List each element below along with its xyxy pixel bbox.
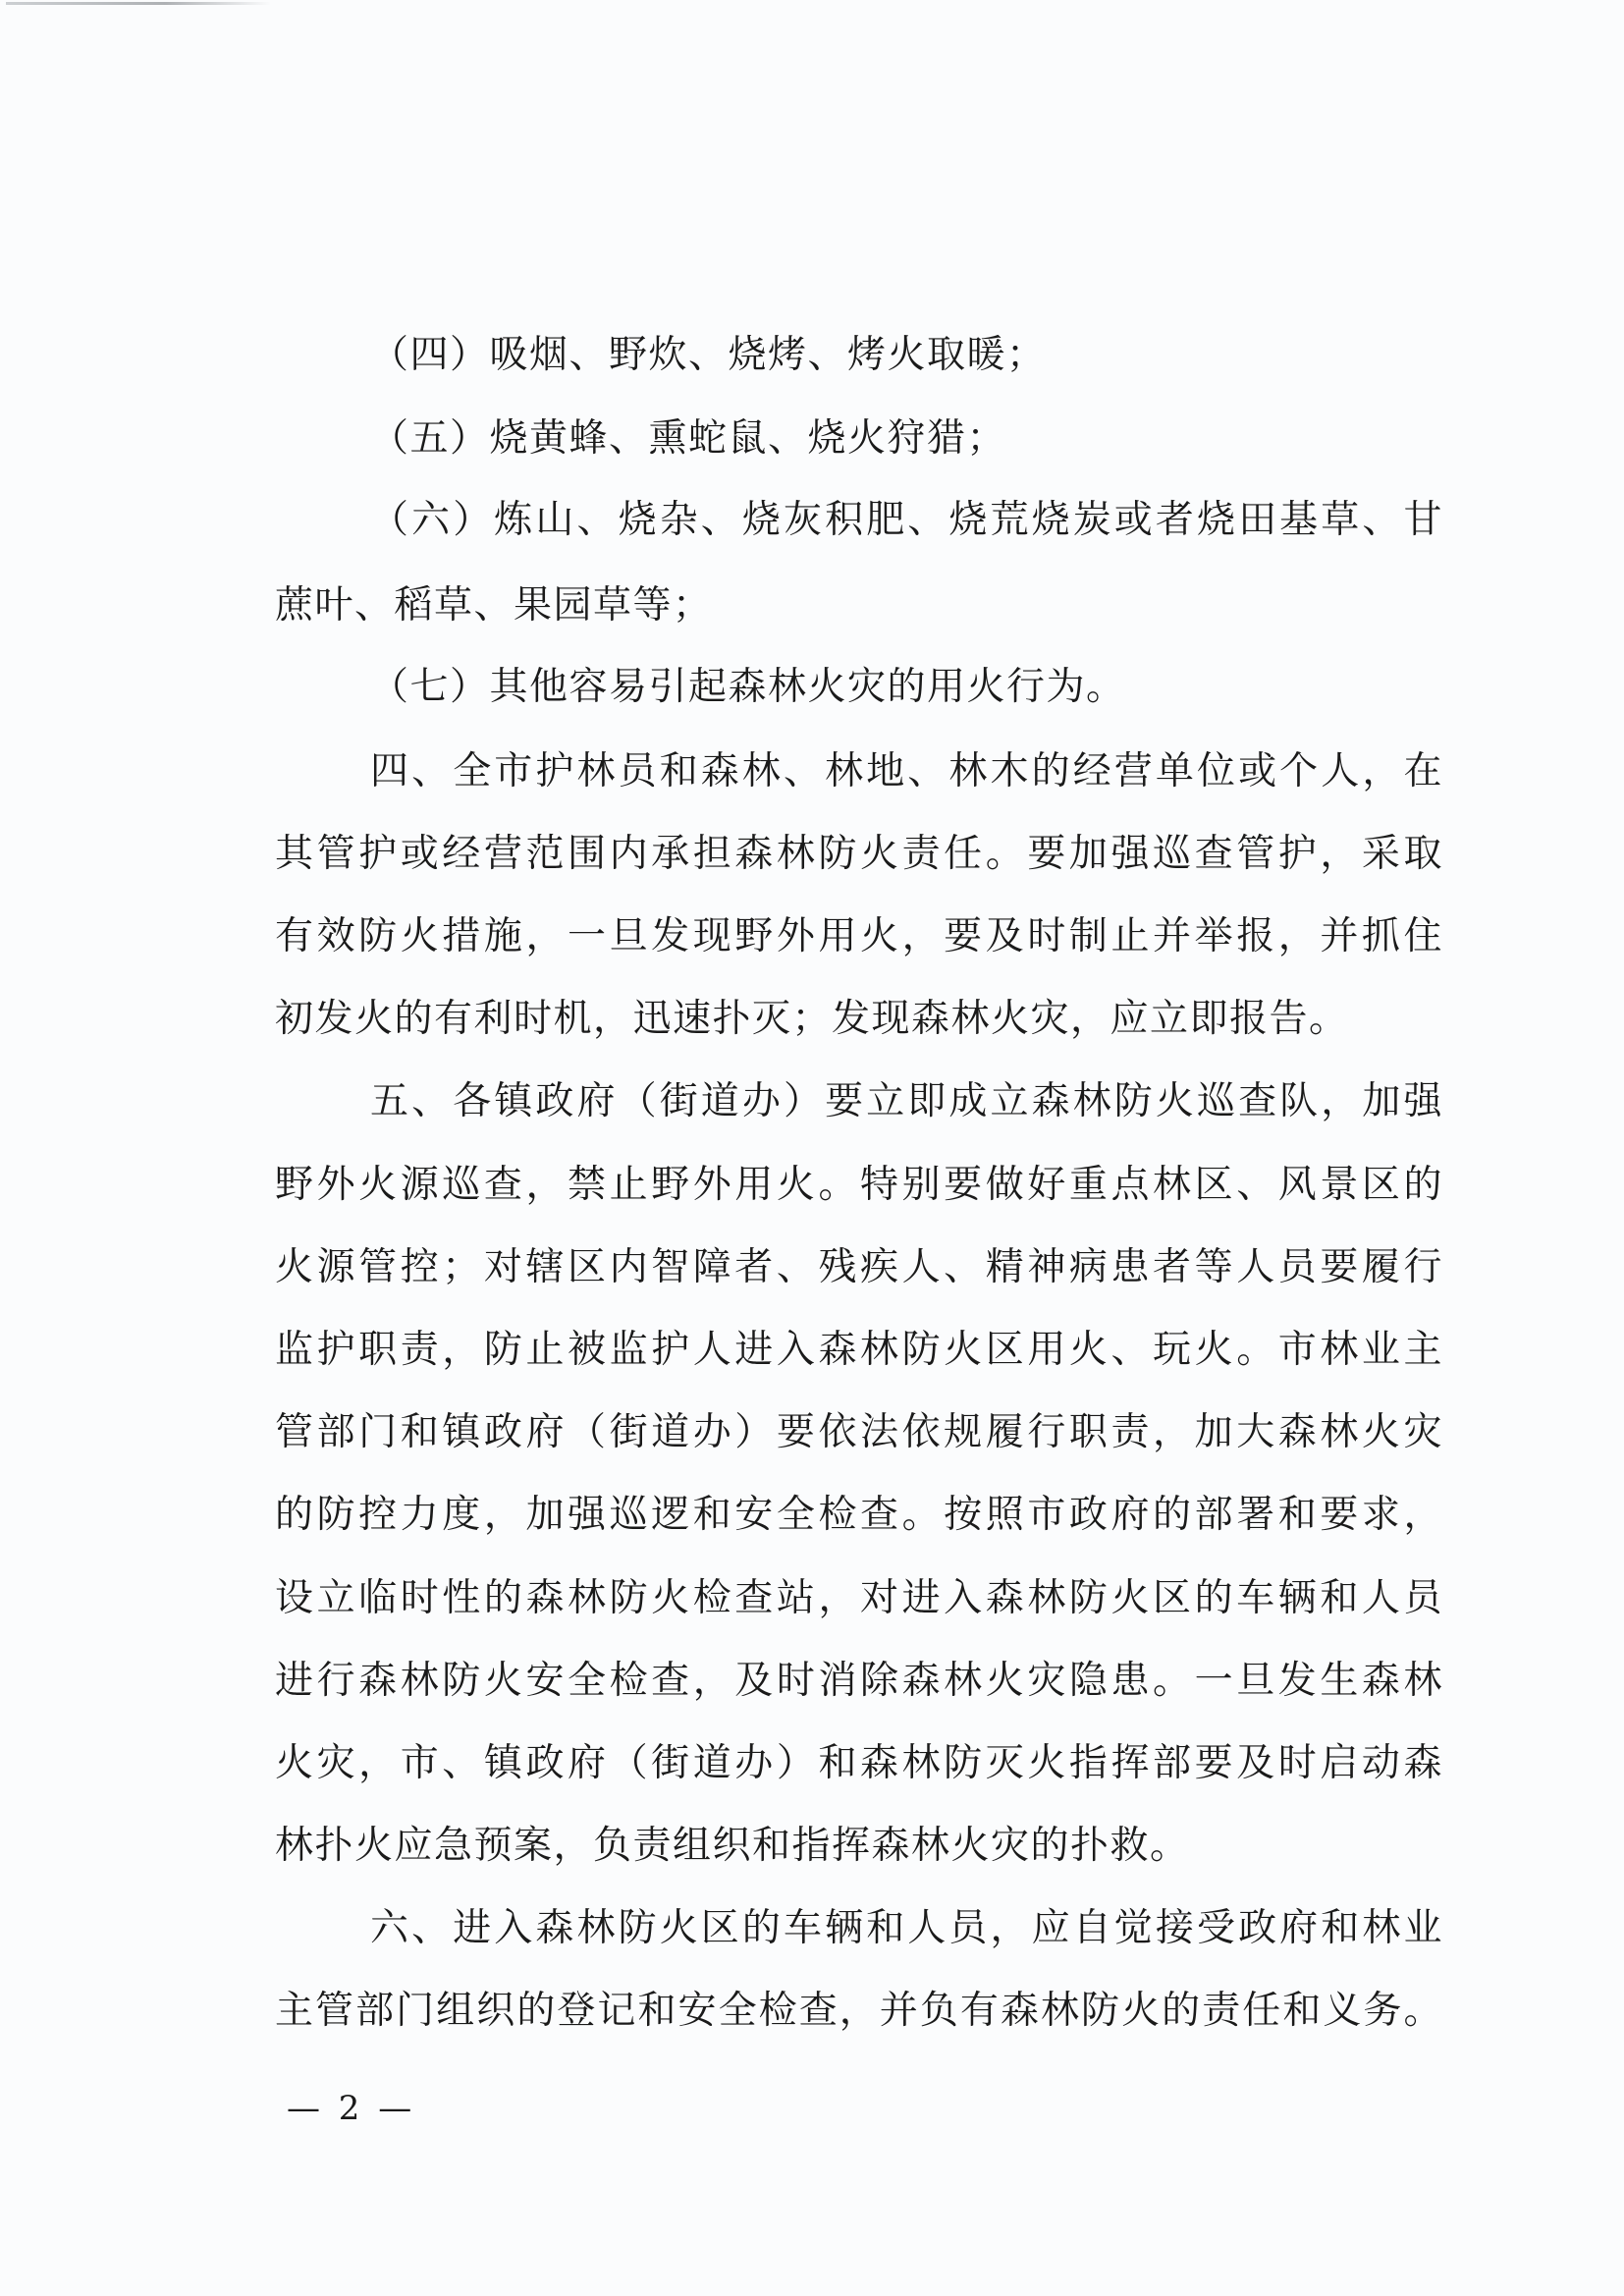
paragraph-5-line: 野外火源巡查，禁止野外用火。特别要做好重点林区、风景区的 xyxy=(275,1163,1443,1207)
text-line: （七）其他容易引起森林火灾的用火行为。 xyxy=(370,665,1126,709)
paragraph-4-line: 其管护或经营范围内承担森林防火责任。要加强巡查管护，采取 xyxy=(275,832,1443,876)
text-line: （五）烧黄蜂、熏蛇鼠、烧火狩猎； xyxy=(370,416,1007,461)
paragraph-5-line: 设立临时性的森林防火检查站，对进入森林防火区的车辆和人员 xyxy=(275,1576,1443,1620)
text-line: （六）炼山、烧杂、烧灰积肥、烧荒烧炭或者烧田基草、甘 xyxy=(370,498,1443,542)
paragraph-4-line: 四、全市护林员和森林、林地、林木的经营单位或个人，在 xyxy=(370,749,1443,793)
scan-edge-artifact xyxy=(6,2,271,5)
paragraph-6-line: 主管部门组织的登记和安全检查，并负有森林防火的责任和义务。 xyxy=(275,1989,1443,2033)
paragraph-5-line: 的防控力度，加强巡逻和安全检查。按照市政府的部署和要求， xyxy=(275,1493,1443,1537)
paragraph-5-line: 林扑火应急预案，负责组织和指挥森林火灾的扑救。 xyxy=(275,1824,1190,1868)
text-line: （四）吸烟、野炊、烧烤、烤火取暖； xyxy=(370,333,1047,377)
paragraph-4-line: 初发火的有利时机，迅速扑灭；发现森林火灾，应立即报告。 xyxy=(275,997,1349,1041)
text-line: 蔗叶、稻草、果园草等； xyxy=(275,583,713,628)
paragraph-5-line: 监护职责，防止被监护人进入森林防火区用火、玩火。市林业主 xyxy=(275,1328,1443,1372)
paragraph-6-line: 六、进入森林防火区的车辆和人员，应自觉接受政府和林业 xyxy=(370,1906,1443,1950)
page-number: — 2 — xyxy=(287,2089,416,2128)
paragraph-5-line: 五、各镇政府（街道办）要立即成立森林防火巡查队，加强 xyxy=(370,1079,1443,1123)
paragraph-4-line: 有效防火措施，一旦发现野外用火，要及时制止并举报，并抓住 xyxy=(275,914,1443,958)
paragraph-5-line: 进行森林防火安全检查，及时消除森林火灾隐患。一旦发生森林 xyxy=(275,1659,1443,1703)
paragraph-5-line: 管部门和镇政府（街道办）要依法依规履行职责，加大森林火灾 xyxy=(275,1410,1443,1454)
paragraph-5-line: 火源管控；对辖区内智障者、残疾人、精神病患者等人员要履行 xyxy=(275,1245,1443,1289)
paragraph-5-line: 火灾，市、镇政府（街道办）和森林防灭火指挥部要及时启动森 xyxy=(275,1741,1443,1785)
